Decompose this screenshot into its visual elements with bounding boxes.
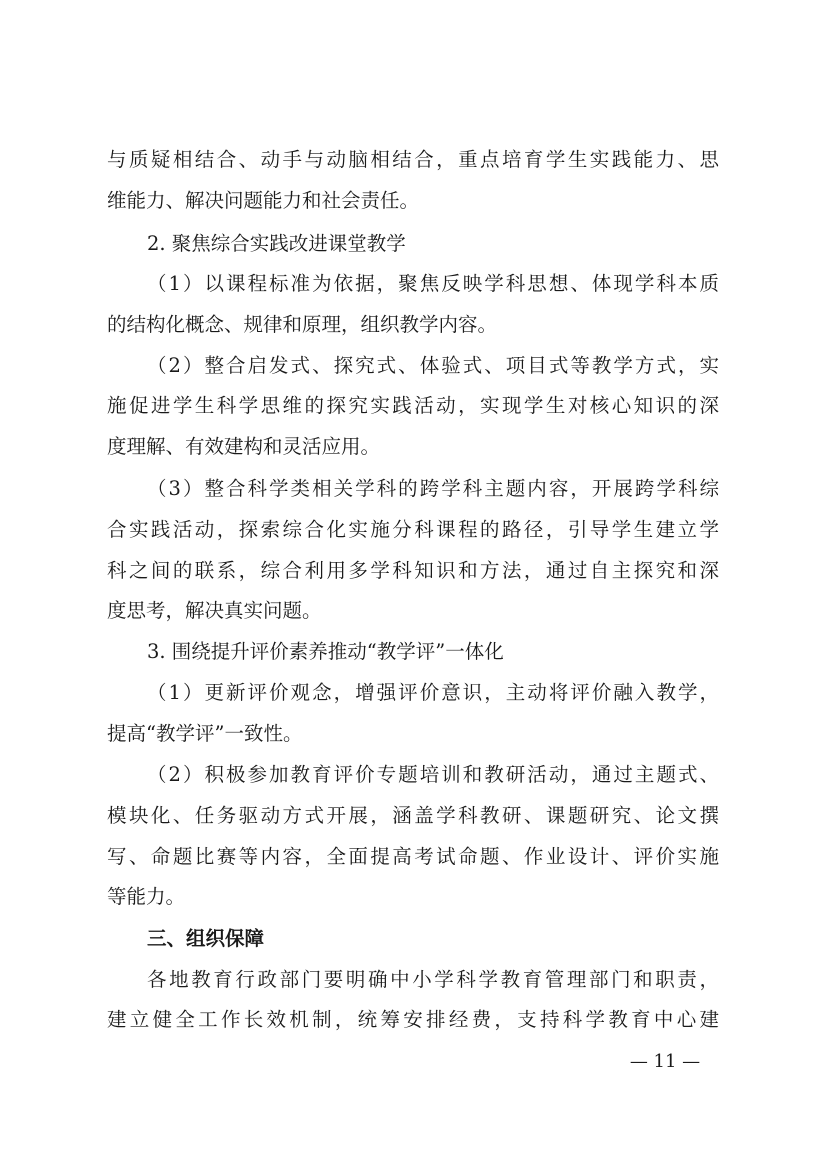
body-text-line: 建立健全工作长效机制，统筹安排经费，支持科学教育中心建 — [107, 1008, 719, 1031]
body-text-line: （1）以课程标准为依据，聚焦反映学科思想、体现学科本质 — [147, 272, 719, 295]
body-text-line: 度理解、有效建构和灵活应用。 — [107, 435, 381, 458]
body-text-line: 各地教育行政部门要明确中小学科学教育管理部门和职责， — [147, 968, 719, 991]
body-text-line: （3）整合科学类相关学科的跨学科主题内容，开展跨学科综 — [147, 477, 719, 500]
body-text-line: 度思考，解决真实问题。 — [107, 599, 322, 622]
page-number: — 11 — — [629, 1051, 701, 1072]
body-text-line: 合实践活动，探索综合化实施分科课程的路径，引导学生建立学 — [107, 518, 719, 541]
body-text-line: 模块化、任务驱动方式开展，涵盖学科教研、课题研究、论文撰 — [107, 804, 719, 827]
chapter-heading: 三、组织保障 — [147, 927, 265, 950]
body-text-line: 提高“教学评”一致性。 — [107, 722, 303, 745]
body-text-line: 科之间的联系，综合利用多学科知识和方法，通过自主探究和深 — [107, 559, 719, 582]
body-text-line: （2）整合启发式、探究式、体验式、项目式等教学方式，实 — [147, 354, 719, 377]
body-text-line: 写、命题比赛等内容，全面提高考试命题、作业设计、评价实施 — [107, 845, 719, 868]
body-text-line: 的结构化概念、规律和原理，组织教学内容。 — [107, 313, 498, 336]
body-text-line: 与质疑相结合、动手与动脑相结合，重点培育学生实践能力、思 — [107, 148, 719, 171]
body-text-line: （2）积极参加教育评价专题培训和教研活动，通过主题式、 — [147, 763, 719, 786]
body-text-line: 等能力。 — [107, 885, 186, 908]
body-text-line: 维能力、解决问题能力和社会责任。 — [107, 189, 420, 212]
section-heading-2: 2. 聚焦综合实践改进课堂教学 — [147, 232, 406, 255]
section-heading-3: 3. 围绕提升评价素养推动“教学评”一体化 — [147, 640, 504, 663]
body-text-line: （1）更新评价观念，增强评价意识，主动将评价融入教学， — [147, 681, 719, 704]
body-text-line: 施促进学生科学思维的探究实践活动，实现学生对核心知识的深 — [107, 394, 719, 417]
